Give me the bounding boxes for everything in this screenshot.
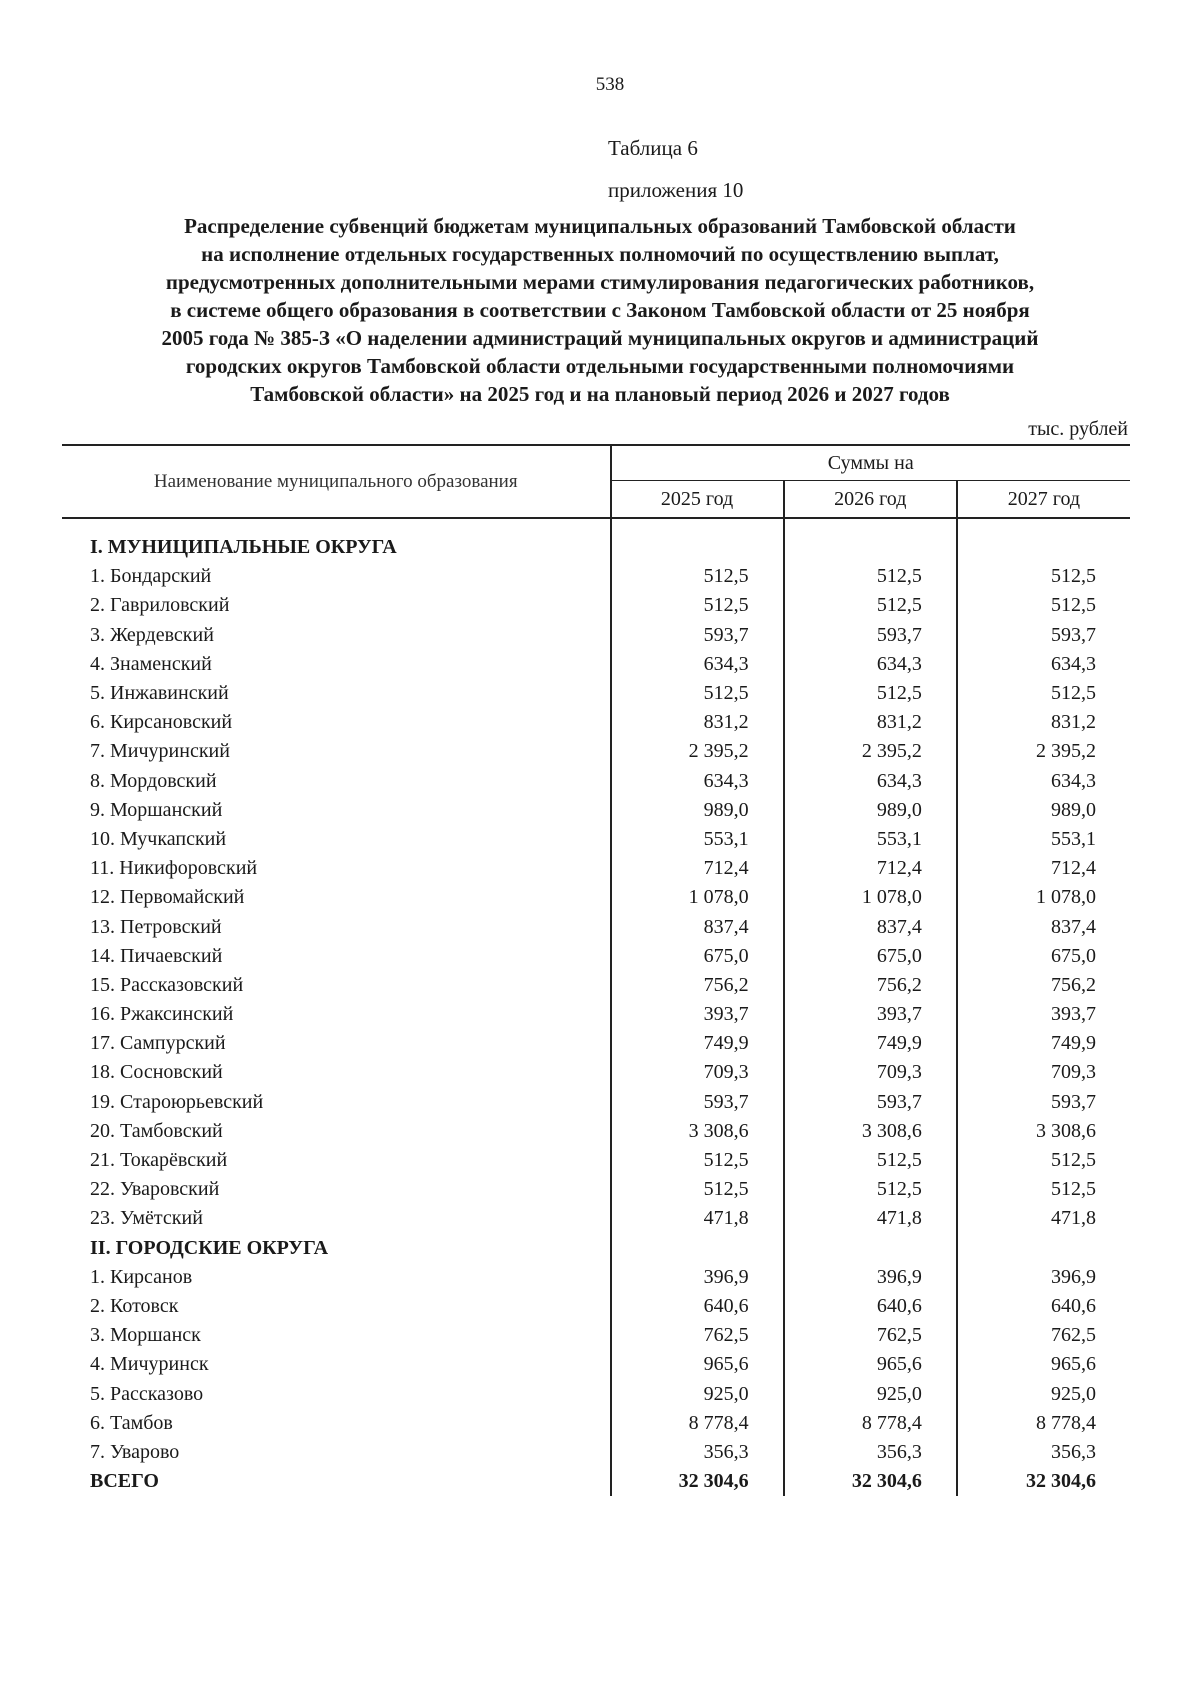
row-name: II. ГОРОДСКИЕ ОКРУГА	[90, 1236, 329, 1259]
value-2027: 749,9	[957, 1029, 1130, 1058]
value-2025: 512,5	[611, 1146, 784, 1175]
value-2026: 32 304,6	[784, 1467, 957, 1496]
row-name: I. МУНИЦИПАЛЬНЫЕ ОКРУГА	[90, 536, 397, 559]
value-2025: 512,5	[611, 562, 784, 591]
value-2027	[957, 518, 1130, 562]
column-header-2026: 2026 год	[784, 481, 957, 519]
value-2027: 512,5	[957, 1175, 1130, 1204]
row-name: 13. Петровский	[90, 915, 222, 938]
row-name: 2. Котовск	[90, 1294, 179, 1317]
table-body	[62, 518, 1130, 1496]
value-2026: 396,9	[784, 1263, 957, 1292]
value-2026: 512,5	[784, 679, 957, 708]
title-line: 2005 года № 385-З «О наделении администраций муниципальных округов и администраций	[161, 326, 1039, 350]
value-2027: 512,5	[957, 591, 1130, 620]
row-name: 9. Моршанский	[90, 798, 223, 821]
value-2026: 831,2	[784, 708, 957, 737]
value-2025: 471,8	[611, 1204, 784, 1233]
table-row	[62, 1029, 1130, 1058]
value-2026: 756,2	[784, 971, 957, 1000]
title-line: Тамбовской области» на 2025 год и на плановый период 2026 и 2027 годов	[250, 382, 950, 406]
value-2025: 831,2	[611, 708, 784, 737]
value-2025: 925,0	[611, 1379, 784, 1408]
value-2025: 32 304,6	[611, 1467, 784, 1496]
value-2025: 837,4	[611, 912, 784, 941]
table-row	[62, 1409, 1130, 1438]
row-name: 1. Бондарский	[90, 565, 212, 588]
row-name: 6. Кирсановский	[90, 711, 233, 734]
value-2027: 396,9	[957, 1263, 1130, 1292]
value-2026: 593,7	[784, 621, 957, 650]
value-2025: 396,9	[611, 1263, 784, 1292]
table-row	[62, 1146, 1130, 1175]
value-2026: 634,3	[784, 650, 957, 679]
row-name: 3. Моршанск	[90, 1324, 201, 1347]
row-name: 23. Умётский	[90, 1207, 203, 1230]
value-2027: 471,8	[957, 1204, 1130, 1233]
value-2027: 965,6	[957, 1350, 1130, 1379]
row-name: 14. Пичаевский	[90, 944, 223, 967]
value-2026: 3 308,6	[784, 1117, 957, 1146]
value-2027: 837,4	[957, 912, 1130, 941]
value-2026: 512,5	[784, 1146, 957, 1175]
value-2026: 393,7	[784, 1000, 957, 1029]
value-2025: 512,5	[611, 591, 784, 620]
table-row	[62, 708, 1130, 737]
table-row	[62, 971, 1130, 1000]
title-line: Распределение субвенций бюджетам муниципальных образований Тамбовской области	[184, 214, 1016, 238]
value-2025: 634,3	[611, 650, 784, 679]
value-2027: 3 308,6	[957, 1117, 1130, 1146]
table-row	[62, 825, 1130, 854]
row-name: 5. Инжавинский	[90, 682, 229, 705]
value-2025: 512,5	[611, 1175, 784, 1204]
value-2026	[784, 518, 957, 562]
table-row	[62, 1088, 1130, 1117]
row-name: 1. Кирсанов	[90, 1265, 193, 1288]
value-2027: 8 778,4	[957, 1409, 1130, 1438]
row-name: 11. Никифоровский	[90, 857, 258, 880]
table-row	[62, 796, 1130, 825]
value-2027: 356,3	[957, 1438, 1130, 1467]
value-2026: 2 395,2	[784, 737, 957, 766]
value-2027: 709,3	[957, 1058, 1130, 1087]
value-2026	[784, 1234, 957, 1263]
table-row	[62, 854, 1130, 883]
title-line: на исполнение отдельных государственных полномочий по осуществлению выплат,	[201, 242, 999, 266]
row-name: 21. Токарёвский	[90, 1149, 228, 1172]
value-2027: 512,5	[957, 562, 1130, 591]
row-name: 7. Мичуринский	[90, 740, 230, 763]
table-row	[62, 1058, 1130, 1087]
value-2025: 1 078,0	[611, 883, 784, 912]
column-header-sums: Суммы на	[611, 445, 1131, 481]
title-line: городских округов Тамбовской области отдельными государственными полномочиями	[185, 354, 1015, 378]
value-2026: 8 778,4	[784, 1409, 957, 1438]
column-header-name: Наименование муниципального образования	[62, 445, 611, 518]
value-2026: 356,3	[784, 1438, 957, 1467]
table-row	[62, 679, 1130, 708]
value-2027: 640,6	[957, 1292, 1130, 1321]
value-2026: 709,3	[784, 1058, 957, 1087]
value-2027: 675,0	[957, 942, 1130, 971]
table-row	[62, 1438, 1130, 1467]
value-2026: 512,5	[784, 591, 957, 620]
row-name: 22. Уваровский	[90, 1178, 220, 1201]
value-2027: 553,1	[957, 825, 1130, 854]
table-row	[62, 621, 1130, 650]
value-2025	[611, 518, 784, 562]
section-row	[62, 518, 1130, 562]
row-name: ВСЕГО	[90, 1470, 159, 1493]
unit-label: тыс. рублей	[1028, 418, 1128, 440]
value-2027: 32 304,6	[957, 1467, 1130, 1496]
value-2027: 512,5	[957, 1146, 1130, 1175]
row-name: 12. Первомайский	[90, 886, 245, 909]
row-name: 7. Уварово	[90, 1440, 180, 1463]
value-2027: 1 078,0	[957, 883, 1130, 912]
value-2025: 393,7	[611, 1000, 784, 1029]
document-title	[60, 212, 1140, 408]
value-2027: 762,5	[957, 1321, 1130, 1350]
row-name: 8. Мордовский	[90, 769, 217, 792]
value-2026: 634,3	[784, 767, 957, 796]
subvention-table	[62, 444, 1130, 1496]
table-row	[62, 562, 1130, 591]
value-2026: 675,0	[784, 942, 957, 971]
table-row	[62, 1000, 1130, 1029]
value-2026: 989,0	[784, 796, 957, 825]
table-row	[62, 767, 1130, 796]
value-2027: 593,7	[957, 621, 1130, 650]
value-2025: 634,3	[611, 767, 784, 796]
value-2025: 2 395,2	[611, 737, 784, 766]
value-2027	[957, 1234, 1130, 1263]
column-header-2027: 2027 год	[957, 481, 1130, 519]
table-row	[62, 737, 1130, 766]
table-row	[62, 1292, 1130, 1321]
table-row	[62, 883, 1130, 912]
value-2025: 356,3	[611, 1438, 784, 1467]
appendix-label: приложения 10	[608, 178, 744, 202]
row-name: 15. Рассказовский	[90, 973, 244, 996]
value-2025: 593,7	[611, 1088, 784, 1117]
value-2026: 837,4	[784, 912, 957, 941]
value-2025: 712,4	[611, 854, 784, 883]
value-2027: 831,2	[957, 708, 1130, 737]
table-row	[62, 1175, 1130, 1204]
value-2025: 709,3	[611, 1058, 784, 1087]
value-2026: 749,9	[784, 1029, 957, 1058]
value-2026: 762,5	[784, 1321, 957, 1350]
value-2025: 640,6	[611, 1292, 784, 1321]
value-2025: 762,5	[611, 1321, 784, 1350]
value-2025: 965,6	[611, 1350, 784, 1379]
value-2027: 393,7	[957, 1000, 1130, 1029]
value-2027: 593,7	[957, 1088, 1130, 1117]
value-2026: 593,7	[784, 1088, 957, 1117]
value-2025: 8 778,4	[611, 1409, 784, 1438]
value-2025: 512,5	[611, 679, 784, 708]
value-2027: 712,4	[957, 854, 1130, 883]
value-2026: 553,1	[784, 825, 957, 854]
row-name: 6. Тамбов	[90, 1411, 173, 1434]
row-name: 19. Староюрьевский	[90, 1090, 264, 1113]
table-row	[62, 1204, 1130, 1233]
value-2025: 3 308,6	[611, 1117, 784, 1146]
table-row	[62, 1321, 1130, 1350]
value-2025	[611, 1234, 784, 1263]
row-name: 20. Тамбовский	[90, 1119, 223, 1142]
row-name: 18. Сосновский	[90, 1061, 223, 1084]
table-row	[62, 1117, 1130, 1146]
row-name: 17. Сампурский	[90, 1032, 226, 1055]
row-name: 4. Мичуринск	[90, 1353, 209, 1376]
value-2027: 634,3	[957, 650, 1130, 679]
total-row	[62, 1467, 1130, 1496]
value-2026: 512,5	[784, 562, 957, 591]
table-row	[62, 942, 1130, 971]
value-2026: 640,6	[784, 1292, 957, 1321]
table-label: Таблица 6	[608, 136, 698, 160]
table-row	[62, 1263, 1130, 1292]
value-2026: 471,8	[784, 1204, 957, 1233]
value-2027: 512,5	[957, 679, 1130, 708]
row-name: 16. Ржаксинский	[90, 1003, 234, 1026]
page-number: 538	[595, 74, 625, 95]
value-2026: 1 078,0	[784, 883, 957, 912]
value-2025: 675,0	[611, 942, 784, 971]
value-2026: 712,4	[784, 854, 957, 883]
value-2027: 2 395,2	[957, 737, 1130, 766]
table-row	[62, 912, 1130, 941]
row-name: 3. Жердевский	[90, 623, 214, 646]
value-2025: 553,1	[611, 825, 784, 854]
table-row	[62, 591, 1130, 620]
table-row	[62, 1379, 1130, 1408]
row-name: 5. Рассказово	[90, 1382, 204, 1405]
title-line: в системе общего образования в соответствии с Законом Тамбовской области от 25 ноября	[170, 298, 1030, 322]
row-name: 10. Мучкапский	[90, 827, 227, 850]
row-name: 4. Знаменский	[90, 652, 212, 675]
value-2025: 756,2	[611, 971, 784, 1000]
value-2027: 634,3	[957, 767, 1130, 796]
value-2027: 925,0	[957, 1379, 1130, 1408]
value-2027: 989,0	[957, 796, 1130, 825]
value-2025: 989,0	[611, 796, 784, 825]
section-row	[62, 1234, 1130, 1263]
value-2026: 965,6	[784, 1350, 957, 1379]
value-2025: 749,9	[611, 1029, 784, 1058]
table-row	[62, 1350, 1130, 1379]
value-2026: 512,5	[784, 1175, 957, 1204]
title-line: предусмотренных дополнительными мерами стимулирования педагогических работников,	[165, 270, 1035, 294]
value-2025: 593,7	[611, 621, 784, 650]
column-header-2025: 2025 год	[611, 481, 784, 519]
value-2026: 925,0	[784, 1379, 957, 1408]
value-2027: 756,2	[957, 971, 1130, 1000]
table-row	[62, 650, 1130, 679]
row-name: 2. Гавриловский	[90, 594, 230, 617]
